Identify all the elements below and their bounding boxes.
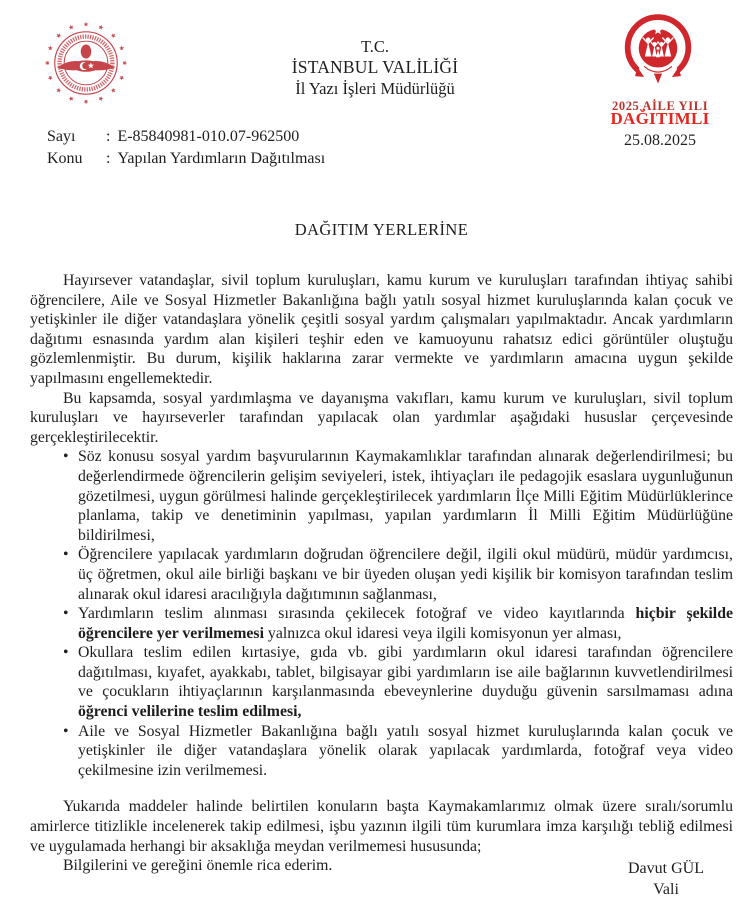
list-item: • Söz konusu sosyal yardım başvurularının Kaymakamlıklar tarafından alınarak değerlendirilmesi; bu değerlendirmede öğrencilerin gelişim seviyeleri, istek, ihtiyaçları ile pedagojik esaslara uygunluğunun gözetilmesi, uygun görülmesi halinde gerçekleştirilecek yardımların İlçe Milli Eğitim Müdürlüklerince planlama, takip ve denetiminin yapılması, yapılan yardımların İl Milli Eğitim Müdürlüğüne bildirilmesi,	[78, 447, 733, 545]
distribution-stamp: DAĞITIMLI	[610, 109, 710, 128]
letterhead-dept: İl Yazı İşleri Müdürlüğü	[295, 79, 455, 98]
document-date: 25.08.2025	[624, 132, 696, 149]
signer-name: Davut GÜL	[628, 860, 704, 877]
konu-label: Konu	[47, 150, 83, 167]
list-item: • Yardımların teslim alınması sırasında çekilecek fotoğraf ve video kayıtlarında hiçbir şekilde öğrencilere yer verilmemesi yalnızca okul idaresi veya ilgili komisyonun yer alması,	[78, 604, 733, 643]
letterhead-tc: T.C.	[360, 37, 390, 56]
family-year-caption: 2025 AİLE YILI	[612, 99, 709, 113]
page-title: DAĞITIM YERLERİNE	[294, 220, 469, 239]
letterhead-org: İSTANBUL VALİLİĞİ	[291, 57, 459, 77]
family-year-logo	[612, 11, 709, 114]
konu-colon: :	[106, 150, 111, 167]
list-item: • Aile ve Sosyal Hizmetler Bakanlığına bağlı yatılı sosyal hizmet kuruluşlarında kalan çocuk ve yetişkinler ile diğer vatandaşlara yönelik olarak yapılacak yardımlarda, fotoğraf veya video çekilmesine izin verilmemesi.	[78, 722, 733, 781]
paragraph-scope: Bu kapsamda, sosyal yardımlaşma ve dayanışma vakıfları, kamu kurum ve kuruluşları, sivil toplum kuruluşları ve hayırseverler tarafından yapılacak olan yardımlar aşağıdaki hususlar çerçevesinde gerçekleştirilecektir.	[30, 389, 733, 446]
bullet-list	[30, 447, 733, 780]
subject-line	[47, 148, 325, 170]
paragraph-closing: Yukarıda maddeler halinde belirtilen konuların başta Kaymakamlarımız olmak üzere sıralı/sorumlu amirlerce titizlikle incelenerek takip edilmesi, işbu yazının ilgili tüm kurumlara imza karşılığı tebliğ edilmesi ve uygulamada herhangi bir aksaklığa meydan verilmemesi hususunda;	[30, 798, 733, 855]
list-item: • Okullara teslim edilen kırtasiye, gıda vb. gibi yardımların okul idaresi tarafından öğrencilere dağıtılması, kıyafet, ayakkabı, tablet, bilgisayar gibi yardımların ise aile bağlarının kuvvetlendirilmesi ve çocukların ihtiyaçlarının karşılanmasında ebeveynlerine duyduğu güvenin sarsılmaması adına öğrenci velilerine teslim edilmesi,	[78, 643, 733, 721]
paragraph-regards: Bilgilerini ve gereğini önemle rica ederim.	[63, 857, 333, 875]
konu-value: Yapılan Yardımların Dağıtılması	[117, 150, 326, 167]
list-item: • Öğrencilere yapılacak yardımların doğrudan öğrencilere değil, ilgili okul müdürü, müdür yardımcısı, üç öğretmen, okul aile birliği başkanı ve bir üyeden oluşan yedi kişilik bir komisyon tarafından teslim alınarak okul idaresi aracılığıyla dağıtımının sağlanması,	[78, 545, 733, 604]
sayi-label: Sayı	[47, 128, 76, 145]
family-year-logo-icon	[617, 11, 699, 97]
sayi-value: E-85840981-010.07-962500	[117, 128, 300, 145]
meta-left	[47, 126, 325, 170]
document-number-line	[47, 126, 325, 148]
signature-block	[595, 858, 737, 900]
sayi-colon: :	[106, 128, 111, 145]
letter-body	[30, 220, 733, 876]
paragraph-intro: Hayırsever vatandaşlar, sivil toplum kuruluşları, kamu kurum ve kuruluşları tarafından ihtiyaç sahibi öğrencilere, Aile ve Sosyal Hizmetler Bakanlığına bağlı yatılı sosyal hizmet kuruluşlarında kalan çocuk ve yetişkinler ile diğer vatandaşlara yönelik çeşitli sosyal yardım çalışmaları yapılmaktadır. Ancak yardımların dağıtımı esnasında yardım alan kişileri teşhir eden ve kamuoyunu rahatsız edici görüntüler oluştuğu gözlemlenmiştir. Bu durum, kişilik haklarına zarar vermekte ve yardımların amacına uygun şekilde yapılmasını engellemektedir.	[30, 272, 733, 387]
meta-right	[602, 109, 718, 150]
signer-title: Vali	[653, 881, 679, 898]
